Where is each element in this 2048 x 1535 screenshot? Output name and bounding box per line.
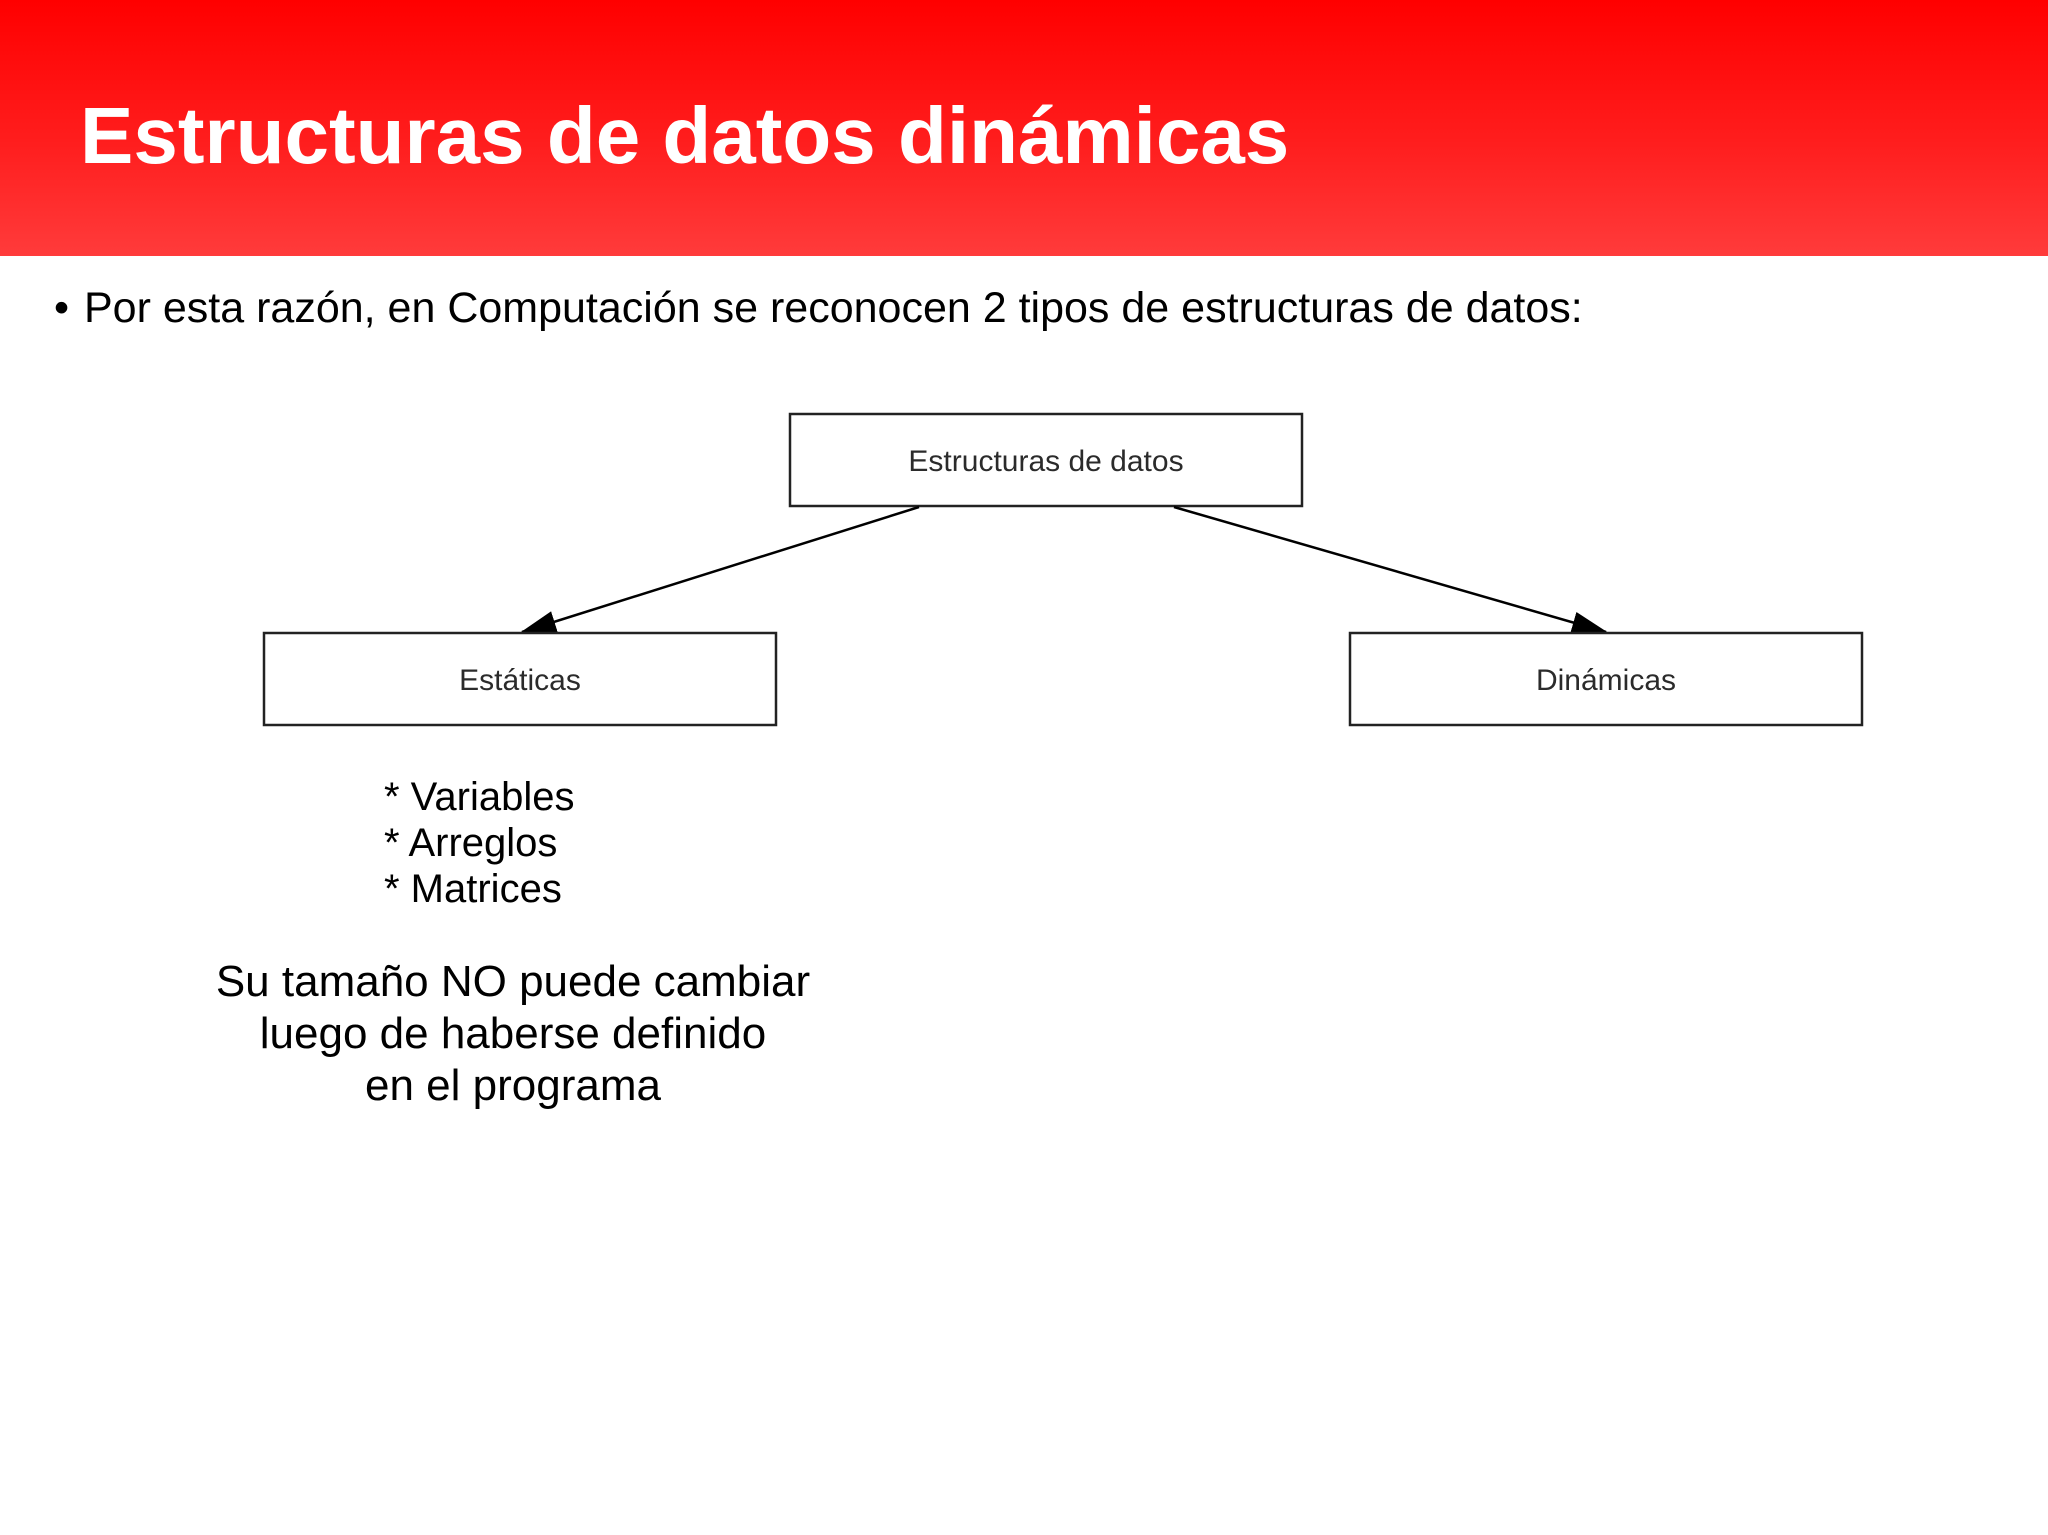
root-node-label: Estructuras de datos bbox=[908, 445, 1184, 478]
static-note-line: luego de haberse definido bbox=[259, 1009, 767, 1058]
bullet-icon: • bbox=[54, 284, 70, 332]
static-node bbox=[264, 633, 776, 725]
dynamic-node bbox=[1350, 633, 1862, 725]
static-note-line: Su tamaño NO puede cambiar bbox=[215, 957, 811, 1006]
dynamic-node-label: Dinámicas bbox=[1535, 664, 1677, 697]
static-example-item: * Arreglos bbox=[384, 821, 558, 865]
static-note-line: en el programa bbox=[365, 1061, 661, 1110]
static-example-item: * Variables bbox=[384, 775, 575, 819]
bullet-text: Por esta razón, en Computación se reconocen 2 tipos de estructuras de datos: bbox=[84, 284, 1583, 332]
static-examples-list bbox=[384, 774, 574, 912]
static-example-item: * Matrices bbox=[384, 867, 562, 911]
static-note bbox=[160, 956, 866, 1112]
slide-title: Estructuras de datos dinámicas bbox=[80, 91, 1290, 180]
arrow-to-dynamic bbox=[1174, 507, 1606, 632]
arrow-to-static bbox=[522, 507, 919, 632]
root-node bbox=[790, 414, 1302, 506]
static-node-label: Estáticas bbox=[459, 664, 581, 697]
